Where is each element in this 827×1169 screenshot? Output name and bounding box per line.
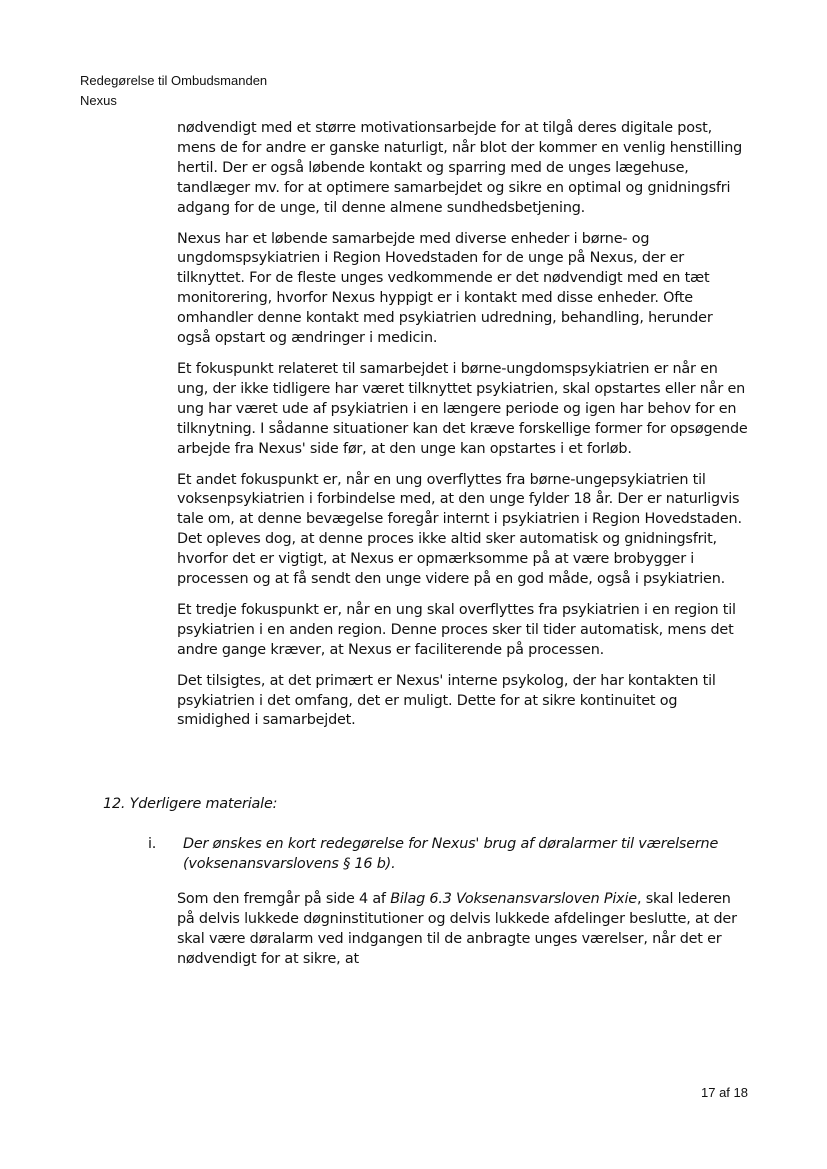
attachment-reference: Bilag 6.3 Voksenansvarsloven Pixie bbox=[390, 891, 637, 907]
section-body-rest: , skal lederen på delvis lukkede døgninstitutioner og delvis lukkede afdelinger beslutte, at der skal være døralarm ved indgangen til de anbragte unges værelser, når det er nødvendigt for at sikre, at bbox=[177, 891, 737, 967]
list-item-text: Der ønskes en kort redegørelse for Nexus' brug af døralarmer til værelserne (voksenansvarslovens § 16 b). bbox=[183, 836, 719, 872]
paragraph: Nexus har et løbende samarbejde med diverse enheder i børne- og ungdomspsykiatrien i Region Hovedstaden for de unge på Nexus, der er tilknyttet. For de fleste unges vedkommende er det nødvendigt med en tæt monitorering, hvorfor Nexus hyppigt er i kontakt med disse enheder. Ofte omhandler denne kontakt med psykiatrien udredning, behandling, herunder også opstart og ændringer i medicin. bbox=[177, 230, 713, 347]
header-subtitle: Nexus bbox=[80, 93, 117, 108]
page-number: 17 af 18 bbox=[701, 1085, 748, 1100]
body-text bbox=[177, 119, 749, 742]
paragraph: Et andet fokuspunkt er, når en ung overflyttes fra børne-ungepsykiatrien til voksenpsykiatrien i forbindelse med, at den unge fylder 18 år. Der er naturligvis tale om, at denne bevægelse foregår internt i psykiatrien i Region Hovedstaden. Det opleves dog, at denne proces ikke altid sker automatisk og gnidningsfrit, hvorfor det er vigtigt, at Nexus er opmærksomme på at være brobygger i processen og at få sendt den unge videre på en god måde, også i psykiatrien. bbox=[177, 471, 742, 588]
paragraph: nødvendigt med et større motivationsarbejde for at tilgå deres digitale post, mens de for andre er ganske naturligt, når blot der kommer en venlig henstilling hertil. Der er også løbende kontakt og sparring med de unges lægehuse, tandlæger mv. for at optimere samarbejdet og sikre en optimal og gnidningsfri adgang for de unge, til denne almene sundhedsbetjening. bbox=[177, 120, 743, 216]
section-body-intro: Som den fremgår på side 4 af bbox=[177, 891, 391, 907]
paragraph: Det tilsigtes, at det primært er Nexus' interne psykolog, der har kontakten til psykiatrien i det omfang, det er muligt. Dette for at sikre kontinuitet og smidighed i samarbejdet. bbox=[177, 672, 716, 729]
paragraph: Et tredje fokuspunkt er, når en ung skal overflyttes fra psykiatrien i en region til psykiatrien i en anden region. Denne proces sker til tider automatisk, mens det andre gange kræver, at Nexus er faciliterende på processen. bbox=[177, 601, 736, 658]
list-marker: i. bbox=[148, 836, 157, 852]
section-heading: 12. Yderligere materiale: bbox=[103, 796, 278, 812]
header-title: Redegørelse til Ombudsmanden bbox=[80, 73, 268, 88]
document-header bbox=[80, 71, 267, 111]
section-body bbox=[177, 890, 749, 970]
paragraph: Et fokuspunkt relateret til samarbejdet i børne-ungdomspsykiatrien er når en ung, der ikke tidligere har været tilknyttet psykiatrien, skal opstartes eller når en ung har været ude af psykiatrien i en længere periode og igen har behov for en tilknytning. I sådanne situationer kan det kræve forskellige former for opsøgende arbejde fra Nexus' side før, at den unge kan opstartes i et forløb. bbox=[177, 360, 748, 457]
list-item bbox=[148, 835, 753, 875]
